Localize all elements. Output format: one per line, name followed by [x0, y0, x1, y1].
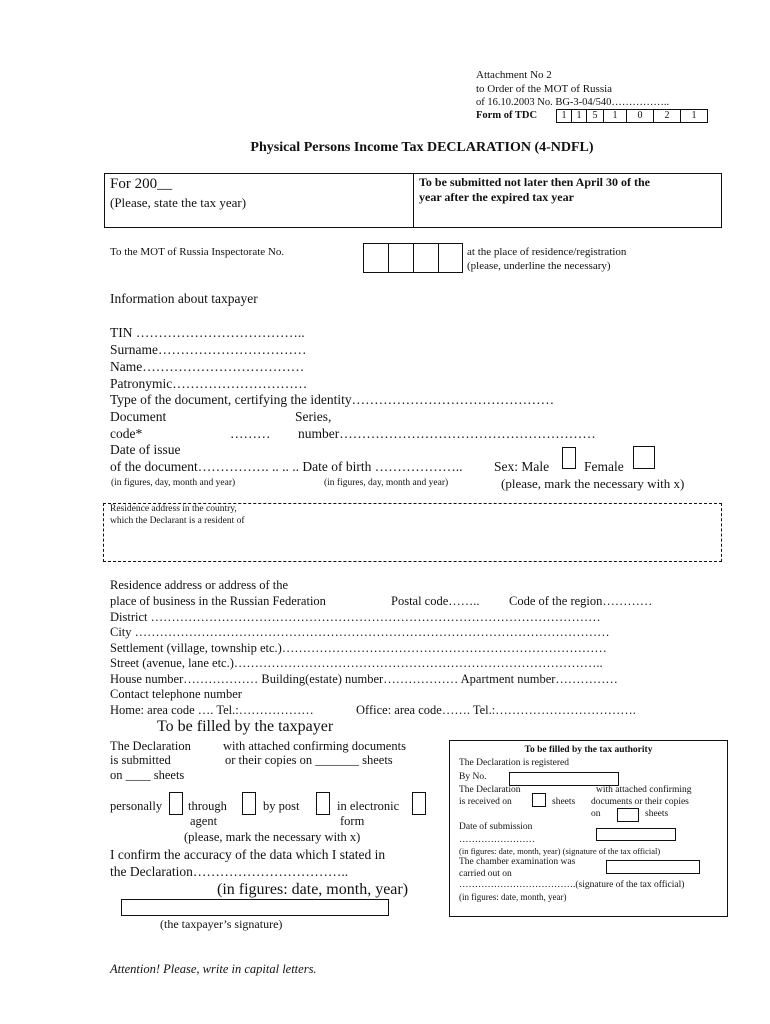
- name-field[interactable]: Name………………………………: [110, 359, 305, 374]
- form-code-cell: 1: [604, 110, 627, 122]
- attached-sheets-count-field[interactable]: [617, 808, 639, 822]
- signature-hint: (the taxpayer’s signature): [160, 917, 283, 931]
- office-phone-field[interactable]: Office: area code……. Tel.:…………………………….: [356, 703, 636, 717]
- inspectorate-cell[interactable]: [414, 244, 439, 272]
- settlement-field[interactable]: Settlement (village, township etc.)……………………………………………………………………: [110, 641, 607, 655]
- home-phone-field[interactable]: Home: area code …. Tel.:………………: [110, 703, 314, 717]
- personally-label: personally: [110, 799, 163, 813]
- birth-date-hint: (in figures, day, month and year): [324, 478, 449, 488]
- series-label: Series,: [295, 409, 332, 424]
- tax-year-field[interactable]: For 200__: [110, 176, 173, 192]
- male-checkbox[interactable]: [562, 447, 576, 469]
- document-type-field[interactable]: Type of the document, certifying the identity………………………………………: [110, 392, 555, 407]
- personally-checkbox[interactable]: [169, 792, 183, 815]
- female-label: Female: [584, 459, 624, 474]
- street-field[interactable]: Street (avenue, lane etc.)……………………………………………………………………………..: [110, 656, 603, 670]
- sheets-label: sheets: [552, 797, 576, 807]
- contact-phone-label: Contact telephone number: [110, 687, 242, 701]
- registration-number-field[interactable]: [509, 772, 619, 786]
- attachment-line-2: to Order of the MOT of Russia: [476, 83, 613, 95]
- page-title: Physical Persons Income Tax DECLARATION (4-NDFL): [250, 140, 594, 155]
- form-code-cell: 1: [572, 110, 587, 122]
- house-building-apartment-field[interactable]: House number……………… Building(estate) number……………… Apartment number……………: [110, 672, 618, 686]
- form-code-cell: 0: [627, 110, 654, 122]
- sheets-count-field[interactable]: on ____ sheets: [110, 768, 185, 782]
- received-label-1: The Declaration: [459, 785, 521, 795]
- form-of-tdc-label: Form of TDC: [476, 110, 538, 121]
- form-code-cells: [556, 109, 708, 123]
- examination-date-hint: (in figures: date, month, year): [459, 892, 567, 902]
- inspectorate-cell[interactable]: [364, 244, 389, 272]
- place-line-1: at the place of residence/registration: [467, 246, 627, 258]
- tin-field[interactable]: TIN ………………………………..: [110, 325, 305, 340]
- electronic-form-checkbox[interactable]: [412, 792, 426, 815]
- ru-address-label-2: place of business in the Russian Federation: [110, 594, 326, 608]
- date-of-submission-label: Date of submission: [459, 822, 533, 832]
- place-line-2: (please, underline the necessary): [467, 260, 611, 272]
- taxpayer-info-heading: Information about taxpayer: [110, 291, 258, 306]
- submission-date-field[interactable]: ……………………: [459, 835, 535, 845]
- document-code-label-2: code*: [110, 426, 143, 441]
- date-issue-birth-field[interactable]: of the document……………. .. .. .. Date of birth ………………..: [110, 459, 463, 474]
- submitted-label-2: is submitted: [110, 753, 171, 767]
- attachment-line-1: Attachment No 2: [476, 69, 552, 81]
- tax-authority-heading: To be filled by the tax authority: [524, 745, 653, 755]
- taxpayer-signature-field[interactable]: [121, 899, 389, 916]
- form-label: form: [340, 814, 365, 828]
- confirm-line-2[interactable]: the Declaration……………………………..: [110, 864, 349, 879]
- form-code-cell: 2: [654, 110, 681, 122]
- attached-label-2: documents or their copies: [591, 797, 689, 807]
- submitted-label-1: The Declaration: [110, 739, 191, 753]
- attached-docs-label: with attached confirming documents: [223, 739, 406, 753]
- examination-label-2: carried out on: [459, 869, 512, 879]
- on-label: on: [591, 809, 601, 819]
- document-code-field[interactable]: ………: [230, 426, 271, 441]
- sex-hint: (please, mark the necessary with x): [501, 476, 685, 491]
- postal-code-field[interactable]: Postal code……..: [391, 594, 480, 608]
- document-code-label: Document: [110, 409, 167, 424]
- through-agent-checkbox[interactable]: [242, 792, 256, 815]
- patronymic-field[interactable]: Patronymic…………………………: [110, 376, 308, 391]
- by-post-label: by post: [263, 799, 300, 813]
- official-signature-field[interactable]: ……………………………….(signature of the tax official): [459, 880, 685, 890]
- region-code-field[interactable]: Code of the region…………: [509, 594, 653, 608]
- city-field[interactable]: City ……………………………………………………………………………………………………: [110, 625, 610, 639]
- registered-label: The Declaration is registered: [459, 758, 569, 768]
- attached-label-1: with attached confirming: [596, 785, 692, 795]
- deadline-line-2: year after the expired tax year: [419, 190, 574, 204]
- submission-signature-field[interactable]: [596, 828, 676, 841]
- surname-field[interactable]: Surname……………………………: [110, 342, 307, 357]
- inspectorate-label: To the MOT of Russia Inspectorate No.: [110, 246, 285, 258]
- mark-hint: (please, mark the necessary with x): [184, 830, 361, 844]
- examination-date-field[interactable]: [606, 860, 700, 874]
- inspectorate-number-cells[interactable]: [363, 243, 463, 273]
- by-no-label: By No.: [459, 772, 487, 782]
- residence-country-line-1: Residence address in the country,: [110, 504, 237, 514]
- attached-sheets-field[interactable]: or their copies on _______ sheets: [225, 753, 393, 767]
- sex-male-label: Sex: Male: [494, 459, 550, 474]
- sheets-label-2: sheets: [645, 809, 669, 819]
- tax-year-hint: (Please, state the tax year): [110, 195, 247, 210]
- form-code-cell: 1: [557, 110, 572, 122]
- district-field[interactable]: District ………………………………………………………………………………………………: [110, 610, 601, 624]
- tax-year-divider: [413, 173, 414, 227]
- female-checkbox[interactable]: [633, 446, 655, 469]
- submission-date-hint: (in figures: date, month, year) (signature of the tax official): [459, 846, 661, 856]
- confirm-line-1: I confirm the accuracy of the data which I stated in: [110, 847, 386, 862]
- issue-date-hint: (in figures, day, month and year): [111, 478, 236, 488]
- through-agent-label: through: [188, 799, 227, 813]
- date-of-issue-label: Date of issue: [110, 442, 181, 457]
- agent-label: agent: [190, 814, 218, 828]
- deadline-line-1: To be submitted not later then April 30 of the: [419, 175, 651, 189]
- residence-country-line-2: which the Declarant is a resident of: [110, 516, 245, 526]
- examination-label-1: The chamber examination was: [459, 857, 576, 867]
- received-sheets-field[interactable]: [532, 793, 546, 807]
- footer-attention: Attention! Please, write in capital letters.: [110, 962, 317, 976]
- in-electronic-label: in electronic: [337, 799, 400, 813]
- attachment-line-3: of 16.10.2003 No. BG-3-04/540……………..: [476, 97, 670, 108]
- date-hint: (in figures: date, month, year): [217, 881, 409, 898]
- by-post-checkbox[interactable]: [316, 792, 330, 815]
- inspectorate-cell[interactable]: [389, 244, 414, 272]
- document-number-field[interactable]: number…………………………………………………: [298, 426, 596, 441]
- received-label-2: is received on: [459, 797, 512, 807]
- inspectorate-cell[interactable]: [439, 244, 462, 272]
- ru-address-label-1: Residence address or address of the: [110, 578, 289, 592]
- form-code-cell: 1: [691, 110, 697, 121]
- taxpayer-section-heading: To be filled by the taxpayer: [157, 718, 334, 735]
- form-code-cell: 5: [587, 110, 604, 122]
